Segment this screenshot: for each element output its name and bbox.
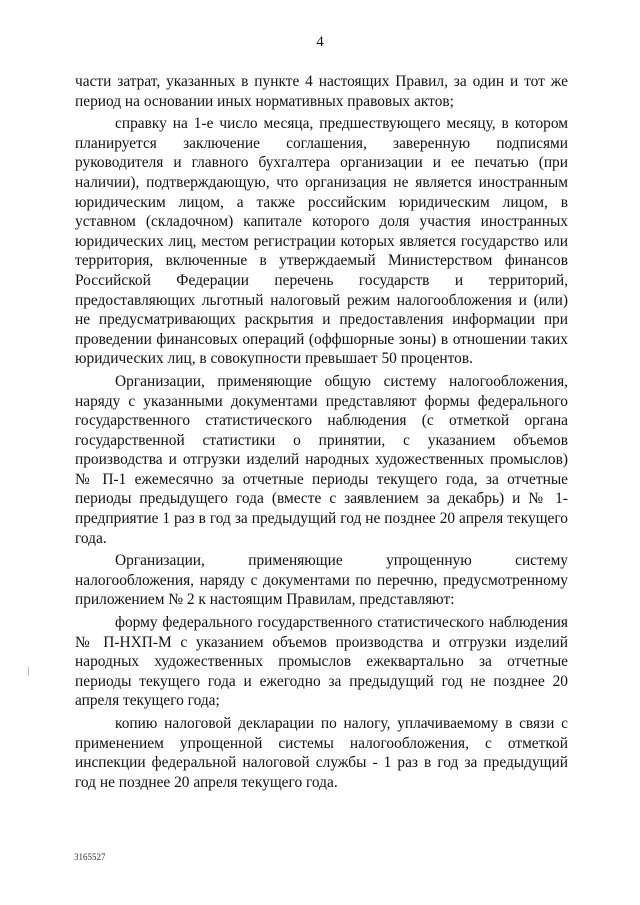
paragraph-simplified-tax-system: Организации, применяющие упрощенную систему налогообложения, наряду с документами по перечню, предусмотренному приложением № 2 к настоящим Правилам, представляют: bbox=[75, 552, 568, 609]
paragraph-general-tax-system: Организации, применяющие общую систему налогообложения, наряду с указанными документами представляют формы федерального государственного статистического наблюдения (с отметкой органа государственной статистики о принятии, с указанием объемов производства и отгрузки изделий народных художественных промыслов) № П-1 ежемесячно за отчетные периоды текущего года, за отчетные периоды предыдущего года (вместе с заявлением за декабрь) и № 1-предприятие 1 раз в год за предыдущий год не позднее 20 апреля текущего года. bbox=[75, 372, 568, 547]
page-number: 4 bbox=[316, 34, 324, 50]
paragraph-certificate: справку на 1-е число месяца, предшествующего месяцу, в котором планируется заключение соглашения, заверенную подписями руководителя и главного бухгалтера организации и ее печатью (при наличии), подтверждающую, что организация не является иностранным юридическим лицом, а также российским юридическим лицом, в уставном (складочном) капитале которого доля участия иностранных юридических лиц, местом регистрации которых является государство или территория, включенные в утверждаемый Министерством финансов Российской Федерации перечень государств и территорий, предоставляющих льготный налоговый режим налогообложения и (или) не предусматривающих раскрытия и предоставления информации при проведении финансовых операций (оффшорные зоны) в отношении таких юридических лиц, в совокупности превышает 50 процентов. bbox=[75, 115, 568, 368]
paragraph-continuation: части затрат, указанных в пункте 4 настоящих Правил, за один и тот же период на основании иных нормативных правовых актов; bbox=[75, 73, 568, 110]
document-body bbox=[75, 72, 568, 795]
paragraph-statistical-form: форму федерального государственного статистического наблюдения № П-НХП-М с указанием объемов производства и отгрузки изделий народных художественных промыслов ежеквартально за отчетные периоды текущего года и ежегодно за предыдущий год не позднее 20 апреля текущего года; bbox=[75, 614, 568, 710]
paragraph-tax-declaration: копию налоговой декларации по налогу, уплачиваемому в связи с применением упрощенной системы налогообложения, с отметкой инспекции федеральной налоговой службы - 1 раз в год за предыдущий год не позднее 20 апреля текущего года. bbox=[75, 715, 568, 791]
footer-document-code: 3165527 bbox=[74, 852, 106, 862]
scan-mark bbox=[28, 667, 29, 676]
